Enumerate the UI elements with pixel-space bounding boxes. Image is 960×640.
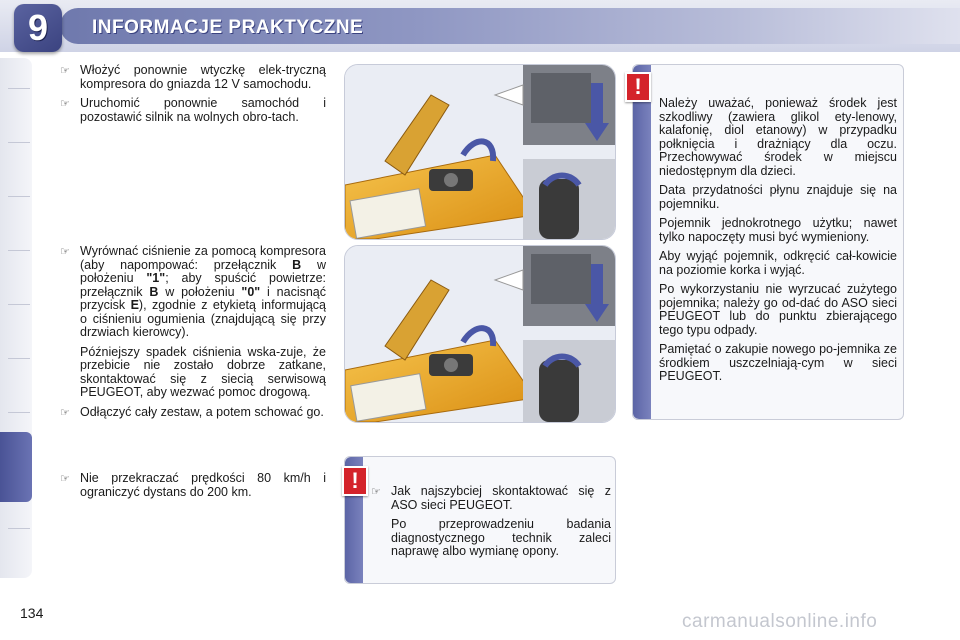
- watermark: carmanualsonline.info: [682, 611, 878, 632]
- compressor-illustration: [345, 246, 615, 422]
- list-item: ☞ Uruchomić ponownie samochód i pozostawić silnik na wolnych obro-tach.: [60, 96, 326, 124]
- warning-text: Należy uważać, ponieważ środek jest szkodliwy (zawiera glikol ety-lenowy, kalafonię, diol etanowy) w przypadku połknięcia i drażniący dla oczu. Przechowywać środek w miejscu niedostępnym dla dzieci. Data przydatności płynu znajduje się na pojemniku. Pojemnik jednokrotnego użytku; nawet tylko napoczęty musi być wymieniony. Aby wyjąć pojemnik, odkręcić cał-kowicie na poziomie korka i wyjąć. Po wykorzystaniu nie wyrzucać zużytego pojemnika; należy go od-dać do ASO sieci PEUGEOT lub do punktu zbierającego tego typu odpady. Pamiętać o zakupie nowego po-jemnika ze środkiem uszczelniają-cym w sieci PEUGEOT.: [659, 96, 897, 383]
- warning-text: ☞ Jak najszybciej skontaktować się z ASO sieci PEUGEOT. Po przeprowadzeniu badania diagnostycznego technik zaleci naprawę albo wymianę opony.: [371, 484, 611, 558]
- pointing-hand-icon: ☞: [60, 98, 70, 110]
- list-item: ☞ Nie przekraczać prędkości 80 km/h i ograniczyć dystans do 200 km.: [60, 471, 326, 499]
- instructions-block-1: [60, 64, 326, 130]
- pointing-hand-icon: ☞: [371, 486, 381, 498]
- list-item: ☞ Włożyć ponownie wtyczkę elek-tryczną kompresora do gniazda 12 V samochodu.: [60, 63, 326, 91]
- tab-divider: [8, 142, 30, 143]
- tab-divider: [8, 196, 30, 197]
- tab-divider: [8, 304, 30, 305]
- list-item: [60, 245, 326, 340]
- instructions-block-2: [60, 245, 326, 426]
- pointing-hand-icon: ☞: [60, 473, 70, 485]
- pressure-note: Późniejszy spadek ciśnienia wska-zuje, że przebicie nie zostało dobrze zatkane, skontaktować się z siecią serwisową PEUGEOT, aby wezwać pomoc drogową.: [80, 344, 326, 399]
- page-number: 134: [20, 605, 44, 621]
- tab-divider: [8, 528, 30, 529]
- compressor-figure-bottom: [344, 245, 616, 423]
- tab-divider: [8, 412, 30, 413]
- warning-exclamation-icon: !: [625, 72, 651, 102]
- list-item: ☞ Odłączyć cały zestaw, a potem schować go.: [60, 404, 324, 419]
- tab-divider: [8, 250, 30, 251]
- list-item: ☞ Jak najszybciej skontaktować się z ASO sieci PEUGEOT.: [371, 484, 611, 512]
- warning-panel-sealant: [632, 64, 904, 420]
- tab-divider: [8, 88, 30, 89]
- page-title: INFORMACJE PRAKTYCZNE: [92, 17, 364, 38]
- pointing-hand-icon: ☞: [60, 65, 70, 77]
- chapter-tab-active: [0, 432, 32, 502]
- pointing-hand-icon: ☞: [60, 246, 70, 258]
- instructions-block-3: [60, 472, 326, 505]
- pressure-instruction: Wyrównać ciśnienie za pomocą kompresora (aby napompować: przełącznik B w położeniu "1"; aby spuścić powietrze: przełącznik B w położeniu "0" i nacisnąć przycisk E), zgodnie z etykietą informującą o ciśnieniu ogumienia (znajdującą się przy drzwiach kierowcy).: [80, 244, 327, 339]
- compressor-illustration: [345, 65, 615, 239]
- chapter-badge: 9: [14, 4, 62, 52]
- pointing-hand-icon: ☞: [60, 406, 70, 419]
- warning-panel-service: [344, 456, 616, 584]
- tab-divider: [8, 358, 30, 359]
- compressor-figure-top: [344, 64, 616, 240]
- warning-bar: [633, 65, 651, 419]
- warning-exclamation-icon: !: [342, 466, 368, 496]
